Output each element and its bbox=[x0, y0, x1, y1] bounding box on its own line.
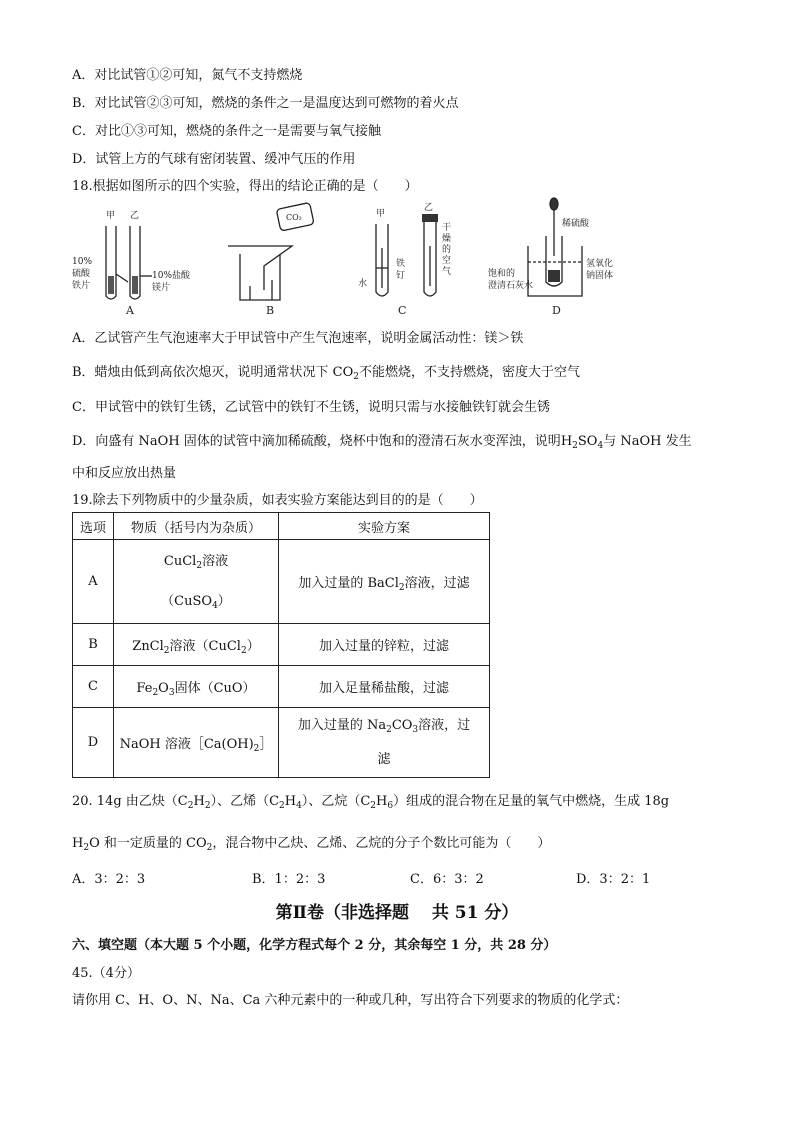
table-row bbox=[73, 708, 490, 778]
fig-a-acid-1: 10% bbox=[72, 257, 93, 267]
q17-option-c: C．对比①③可知，燃烧的条件之一是需要与氧气接触 bbox=[72, 124, 381, 139]
fig-c-nail-2: 钉 bbox=[396, 271, 406, 281]
fig-d-lime-2: 澄清石灰水 bbox=[488, 281, 534, 291]
fig-a-caption: A bbox=[126, 304, 134, 317]
q18-option-b: B．蜡烛由低到高依次熄灭，说明通常状况下 $CO_2$不能燃烧，不支持燃烧，密度大于空气 bbox=[72, 365, 581, 382]
row-a-substance: CuCl$_2$溶液 （CuSO$_4$） bbox=[114, 540, 279, 624]
fig-d-solid-2: 钠固体 bbox=[586, 271, 614, 281]
table-row bbox=[73, 624, 490, 666]
q17-option-d: D．试管上方的气球有密闭装置、缓冲气压的作用 bbox=[72, 152, 356, 167]
fig-c-label-left: 甲 bbox=[376, 209, 386, 219]
row-d-option: D bbox=[73, 708, 114, 778]
fig-a-metal-right: 镁片 bbox=[152, 283, 171, 293]
table-row bbox=[73, 666, 490, 708]
fig-c-air-3: 的 bbox=[442, 245, 452, 255]
fig-d-solid-1: 氢氧化 bbox=[586, 259, 614, 269]
q19-stem: 19.除去下列物质中的少量杂质，如表实验方案能达到目的的是（ ） bbox=[72, 493, 483, 508]
q45-heading: 45.（4分） bbox=[72, 966, 140, 981]
row-d-substance: NaOH 溶液$[Ca(OH)_2]$ bbox=[114, 708, 279, 778]
section6-heading: 六、填空题（本大题 5 个小题，化学方程式每个 2 分，其余每空 1 分，共 28 分） bbox=[72, 938, 557, 953]
fig-c-label-right: 乙 bbox=[424, 203, 434, 213]
table-header-row bbox=[73, 513, 490, 540]
header-substance: 物质（括号内为杂质） bbox=[114, 513, 279, 540]
fig-a-label-right: 乙 bbox=[130, 211, 140, 221]
row-d-plan: 加入过量的 $Na_2CO_3$溶液，过 滤 bbox=[279, 708, 490, 778]
part2-title: 第Ⅱ卷（非选择题 共 51 分） bbox=[275, 903, 519, 923]
fig-c-caption: C bbox=[398, 304, 407, 317]
q20-option-d: D．3：2：1 bbox=[576, 872, 651, 887]
fig-d-caption: D bbox=[552, 304, 561, 317]
fig-a-acid-2: 硫酸 bbox=[72, 269, 91, 279]
row-b-plan: 加入过量的锌粒，过滤 bbox=[279, 624, 490, 666]
fig-b-caption: B bbox=[266, 304, 275, 317]
q18-stem: 18.根据如图所示的四个实验，得出的结论正确的是（ ） bbox=[72, 179, 418, 194]
q45-text: 请你用 C、H、O、N、Na、Ca 六种元素中的一种或几种，写出符合下列要求的物质的化学式： bbox=[72, 993, 629, 1008]
fig-c-air-1: 干 bbox=[442, 223, 452, 233]
row-c-plan: 加入足量稀盐酸，过滤 bbox=[279, 666, 490, 708]
row-b-substance: ZnCl$_2$溶液（CuCl$_2$） bbox=[114, 624, 279, 666]
q20-stem-line1: 20. 14g 由乙炔$(C_2H_2)$、乙烯$(C_2H_4)$、乙烷$(C_2H_6)$组成的混合物在足量的氧气中燃烧，生成 18g bbox=[72, 794, 670, 811]
fig-c-air-4: 空 bbox=[442, 256, 452, 266]
q19-table bbox=[72, 512, 490, 778]
table-row bbox=[73, 540, 490, 624]
q20-option-a: A．3：2：3 bbox=[72, 872, 146, 887]
q18-option-d-line1: D．向盛有 NaOH 固体的试管中滴加稀硫酸，烧杯中饱和的澄清石灰水变浑浊，说明$H_2SO_4$与 NaOH 发生 bbox=[72, 434, 692, 451]
fig-c-water: 水 bbox=[358, 279, 368, 289]
row-a-option: A bbox=[73, 540, 114, 624]
row-c-substance: $Fe_2O_3$固体（CuO） bbox=[114, 666, 279, 708]
q18-option-a: A．乙试管产生气泡速率大于甲试管中产生气泡速率，说明金属活动性：镁＞铁 bbox=[72, 331, 524, 346]
q17-option-a: A．对比试管①②可知，氮气不支持燃烧 bbox=[72, 68, 303, 83]
fig-d-lime-1: 饱和的 bbox=[488, 269, 516, 279]
fig-d-acid: 稀硫酸 bbox=[562, 219, 590, 229]
q18-option-d-line2: 中和反应放出热量 bbox=[72, 466, 177, 481]
row-a-plan: 加入过量的 BaCl$_2$溶液，过滤 bbox=[279, 540, 490, 624]
beaker-b bbox=[240, 254, 280, 300]
q20-option-c: C．6：3：2 bbox=[410, 872, 484, 887]
q20-stem-line2: $H_2O$ 和一定质量的 $CO_2$，混合物中乙炔、乙烯、乙烷的分子个数比可能为（ ） bbox=[72, 836, 551, 853]
fig-c-air-2: 燥 bbox=[442, 234, 452, 244]
fig-c-air-5: 气 bbox=[442, 267, 452, 277]
fig-a-metal-left: 铁片 bbox=[72, 281, 91, 291]
row-c-option: C bbox=[73, 666, 114, 708]
fig-b-gas: CO₂ bbox=[286, 213, 302, 222]
fig-c-nail-1: 铁 bbox=[396, 259, 406, 269]
fig-a-label-left: 甲 bbox=[106, 211, 116, 221]
fig-a-acid-right: 10%盐酸 bbox=[152, 271, 191, 281]
q17-option-b: B．对比试管②③可知，燃烧的条件之一是温度达到可燃物的着火点 bbox=[72, 96, 459, 111]
q20-option-b: B．1：2：3 bbox=[252, 872, 326, 887]
header-option: 选项 bbox=[73, 513, 114, 540]
q18-experiment-figure bbox=[68, 196, 614, 322]
row-b-option: B bbox=[73, 624, 114, 666]
q18-option-c: C．甲试管中的铁钉生锈，乙试管中的铁钉不生锈，说明只需与水接触铁钉就会生锈 bbox=[72, 400, 550, 415]
header-plan: 实验方案 bbox=[279, 513, 490, 540]
